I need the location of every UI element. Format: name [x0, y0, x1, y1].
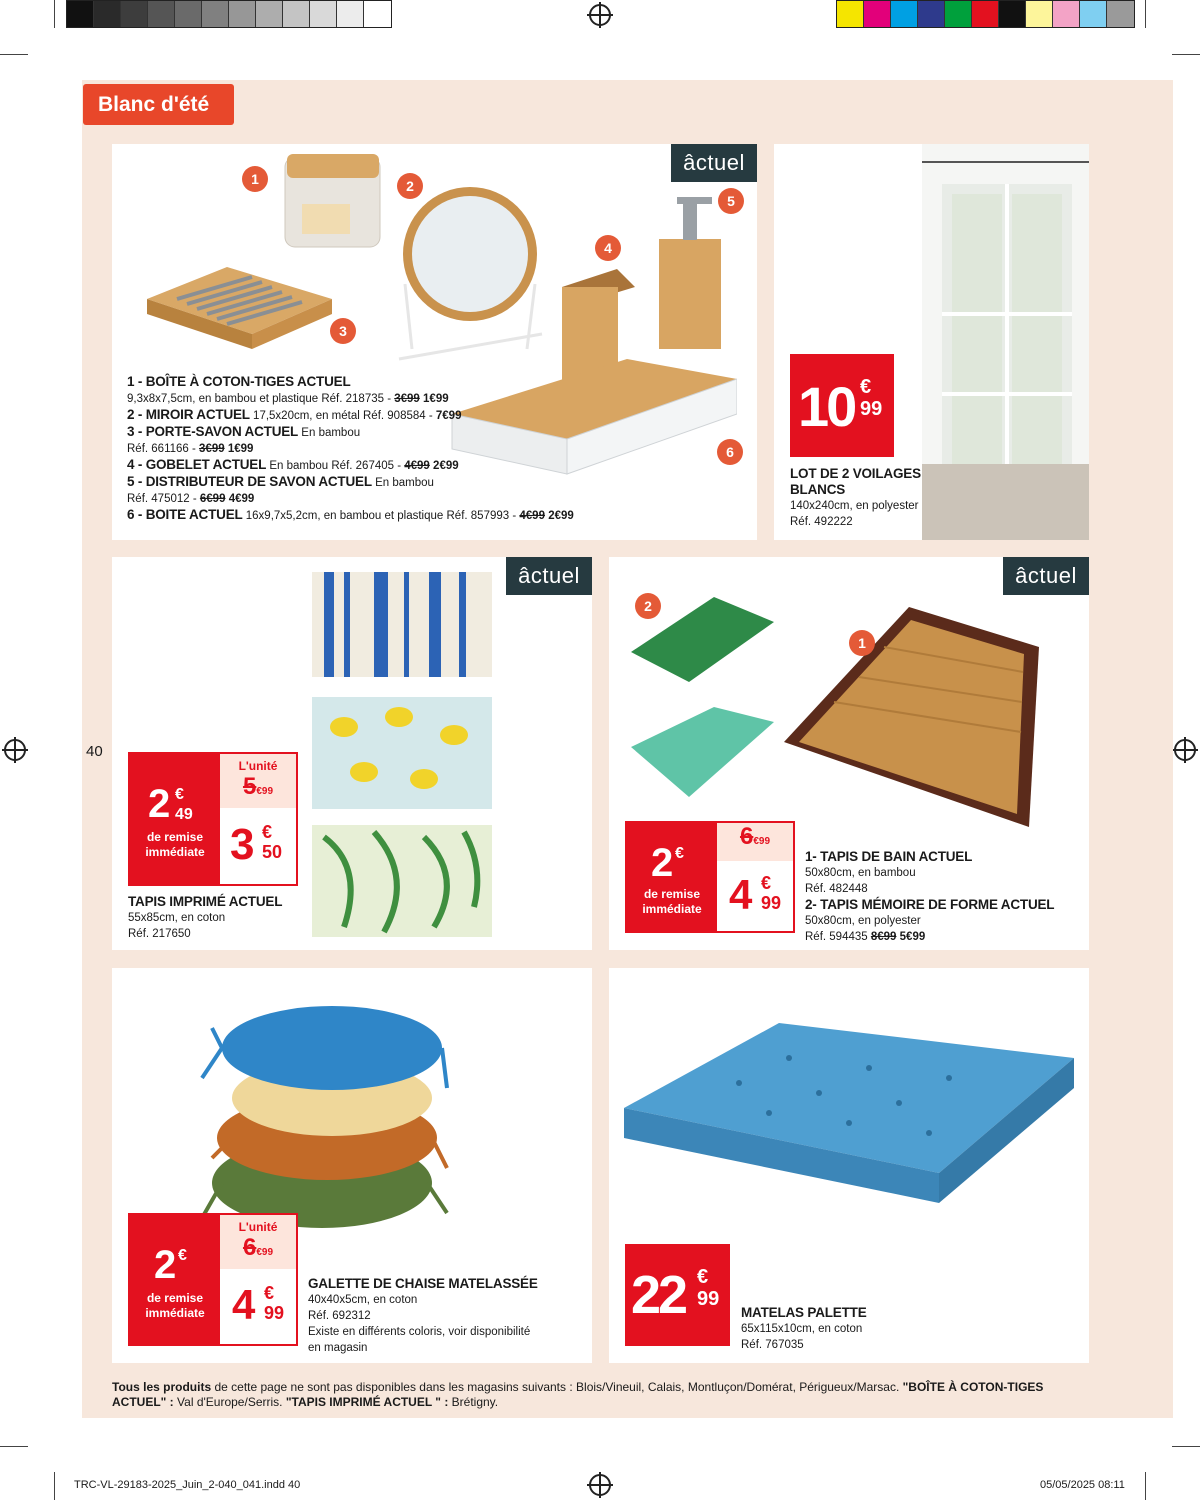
tapis-bain-panel: [609, 557, 1089, 950]
unit-price-box: L'unité 5€99: [220, 754, 296, 808]
crop-mark: [54, 0, 55, 28]
bath-item-1: 1 - BOÎTE À COTON-TIGES ACTUEL 9,3x8x7,5cm, en bambou et plastique Réf. 218735 - 3€99 1€99: [127, 374, 449, 405]
bath-item-3: 3 - PORTE-SAVON ACTUEL En bambou Réf. 661166 - 3€99 1€99: [127, 424, 361, 455]
registration-mark-top: [589, 4, 611, 26]
printed-rugs-image: [304, 567, 504, 942]
galette-text: GALETTE DE CHAISE MATELASSÉE 40x40x5cm, en coton Réf. 692312 Existe en différents coloris, voir disponibilité en magasin: [308, 1276, 538, 1354]
item-badge-1: 1: [849, 630, 875, 656]
matelas-price-tag: 22 € 99: [625, 1244, 730, 1346]
bath-item-5: 5 - DISTRIBUTEUR DE SAVON ACTUEL En bambou Réf. 475012 - 6€99 4€99: [127, 474, 434, 505]
item-badge-2: 2: [635, 593, 661, 619]
new-price-box: 4 € 99: [220, 1269, 296, 1344]
registration-mark-bottom: [589, 1474, 611, 1496]
brand-label: âctuel: [506, 557, 592, 595]
pallet-mattress-image: [619, 1013, 1079, 1203]
voilages-text: LOT DE 2 VOILAGES BLANCS 140x240cm, en polyester Réf. 492222: [790, 466, 921, 528]
crop-mark: [1145, 1472, 1146, 1500]
remise-block: 2 € 49 de remise immédiate: [130, 754, 220, 884]
page-number: 40: [86, 743, 103, 760]
remise-block: 2 € de remise immédiate: [627, 823, 717, 931]
brand-label: âctuel: [1003, 557, 1089, 595]
item-badge-2: 2: [397, 173, 423, 199]
galette-promo: [128, 1213, 298, 1346]
new-price-box: 3 € 50: [220, 808, 296, 884]
unit-price-box: L'unité 6€99: [220, 1215, 296, 1269]
galette-panel: [112, 968, 592, 1363]
cmyk-colorbar: [836, 0, 1135, 28]
item-badge-3: 3: [330, 318, 356, 344]
crop-mark: [0, 1446, 28, 1447]
matelas-text: MATELAS PALETTE 65x115x10cm, en coton Réf. 767035: [741, 1305, 867, 1351]
bath-accessories-panel: [112, 144, 757, 540]
crop-mark: [1145, 0, 1146, 28]
bath-mats-image: [619, 592, 1069, 832]
bath-item-4: 4 - GOBELET ACTUEL En bambou Réf. 267405 - 4€99 2€99: [127, 457, 459, 472]
print-date-label: 05/05/2025 08:11: [1040, 1479, 1125, 1491]
crop-mark: [0, 54, 28, 55]
tapis-bain-promo: [625, 821, 795, 933]
crop-mark: [1172, 1446, 1200, 1447]
print-file-label: TRC-VL-29183-2025_Juin_2-040_041.indd 40: [74, 1479, 301, 1491]
new-price-box: 4 € 99: [717, 861, 793, 931]
curtain-image: [922, 144, 1089, 540]
item-badge-5: 5: [718, 188, 744, 214]
grey-colorbar: [66, 0, 392, 28]
bath-items-list: [127, 374, 647, 524]
item-badge-4: 4: [595, 235, 621, 261]
old-price-box: 6€99: [717, 823, 793, 861]
item-badge-1: 1: [242, 166, 268, 192]
section-title: Blanc d'été: [83, 84, 234, 125]
tapis-imprime-text: TAPIS IMPRIMÉ ACTUEL 55x85cm, en coton Réf. 217650: [128, 894, 283, 940]
voilages-panel: [774, 144, 1089, 540]
brand-label: âctuel: [671, 144, 757, 182]
registration-mark-right: [1174, 739, 1196, 761]
bath-item-6: 6 - BOITE ACTUEL 16x9,7x5,2cm, en bambou et plastique Réf. 857993 - 4€99 2€99: [127, 507, 574, 522]
tapis-imprime-promo: [128, 752, 298, 886]
remise-block: 2 € de remise immédiate: [130, 1215, 220, 1344]
availability-note: Tous les produits de cette page ne sont pas disponibles dans les magasins suivants : Blois/Vineuil, Calais, Montluçon/Domérat, Périgueux/Marsac. "BOÎTE À COTON-TIGES ACTUEL" : Val d'Europe/Serris. "TAPIS IMPRIMÉ ACTUEL " : Brétigny.: [112, 1380, 1044, 1409]
bath-item-2: 2 - MIROIR ACTUEL 17,5x20cm, en métal Réf. 908584 - 7€99: [127, 407, 462, 422]
voilages-price-tag: 10 € 99: [790, 354, 894, 457]
registration-mark-left: [4, 739, 26, 761]
item-badge-6: 6: [717, 439, 743, 465]
tapis-imprime-panel: [112, 557, 592, 950]
tapis-bain-text: 1- TAPIS DE BAIN ACTUEL 50x80cm, en bambou Réf. 482448 2- TAPIS MÉMOIRE DE FORME ACTUEL 50x80cm, en polyester Réf. 594435 8€99 5€99: [805, 849, 1055, 943]
crop-mark: [54, 1472, 55, 1500]
matelas-panel: [609, 968, 1089, 1363]
crop-mark: [1172, 54, 1200, 55]
